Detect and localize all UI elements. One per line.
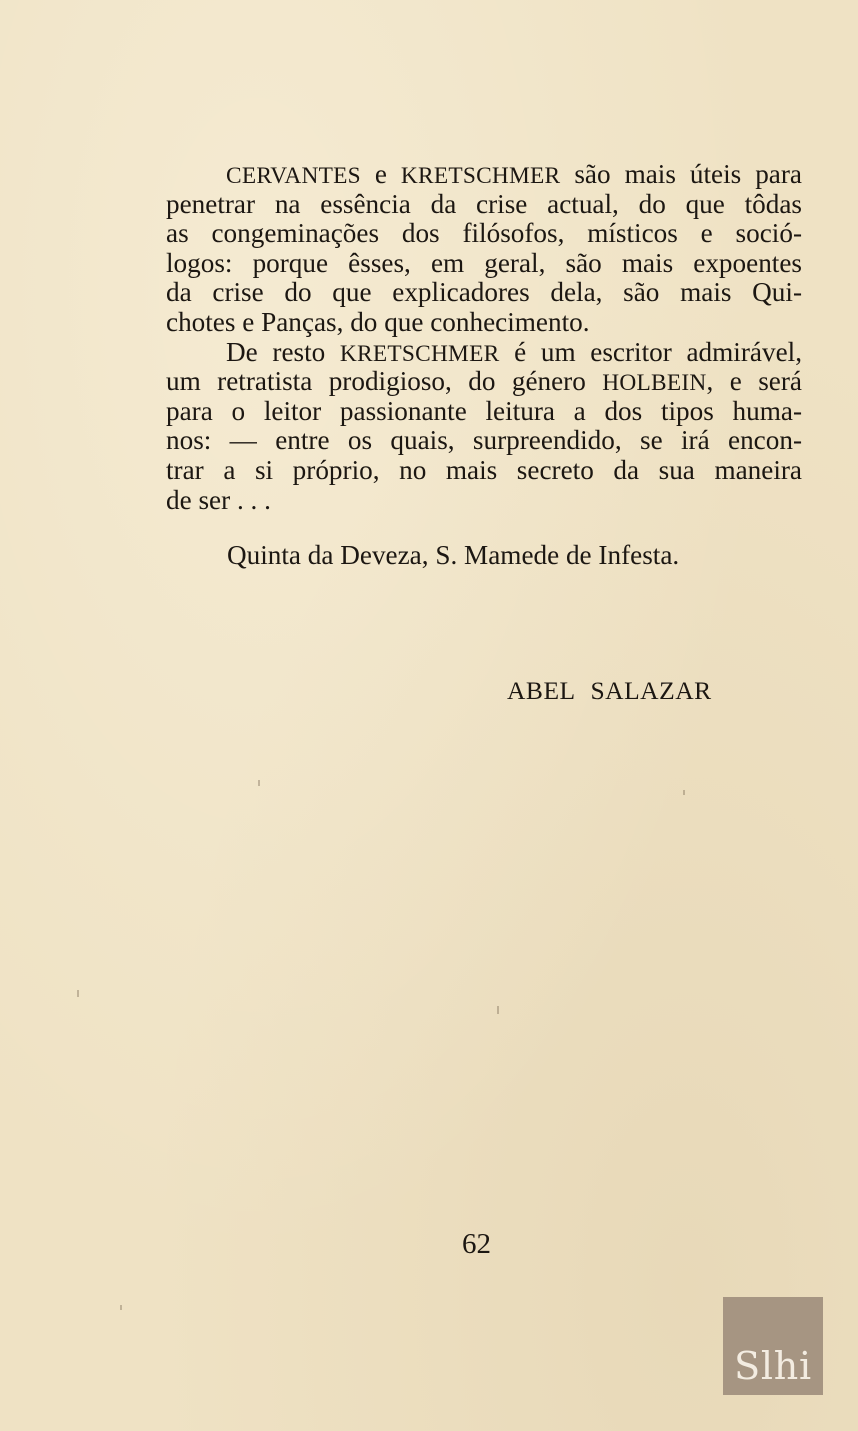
text-line: para o leitor passionante leitura a dos tipos huma- [166,395,802,426]
text-line: de ser . . . [166,484,271,515]
text-line: chotes e Panças, do que conhecimento. [166,306,590,337]
paper-speck [497,1006,499,1014]
text-line: trar a si próprio, no mais secreto da sua maneira [166,454,802,485]
paper-speck [258,780,260,786]
body-text [166,160,802,515]
paper-speck [120,1305,122,1310]
text-line: da crise do que explicadores dela, são mais Qui- [166,277,802,308]
text-line: logos: porque êsses, em geral, são mais expoentes [166,247,802,278]
text-line: um retratista prodigioso, do género HOLBEIN, e será [166,366,802,397]
author-signature: ABEL SALAZAR [507,676,712,705]
text-line: penetrar na essência da crise actual, do que tôdas [166,188,802,219]
paper-speck [77,990,79,997]
stamp-text: Slhi [734,1344,812,1388]
text-line: nos: — entre os quais, surpreendido, se irá encon- [166,425,802,456]
text-line: as congeminações dos filósofos, místicos e soció- [166,218,802,249]
page-number: 62 [462,1228,491,1260]
library-stamp [723,1297,823,1395]
text-line: CERVANTES e KRETSCHMER são mais úteis para [226,159,802,189]
text-line: De resto KRETSCHMER é um escritor admirável, [226,336,802,367]
paper-speck [683,790,685,795]
place-line: Quinta da Deveza, S. Mamede de Infesta. [227,540,680,570]
